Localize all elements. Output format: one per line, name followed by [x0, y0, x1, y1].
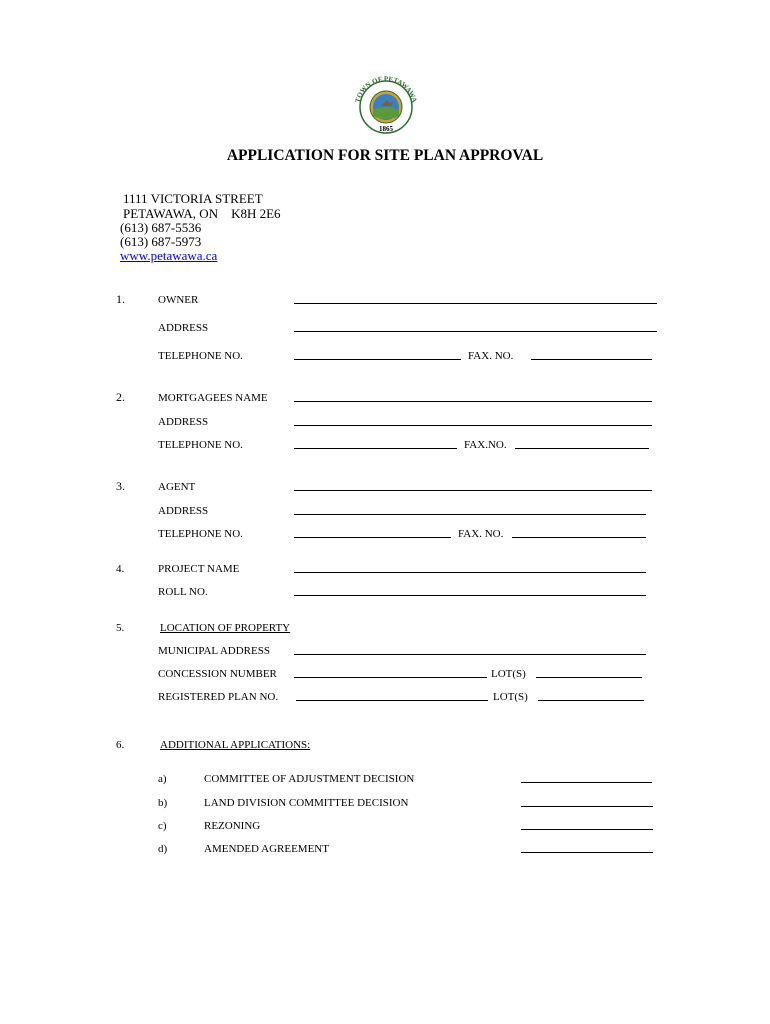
- registered-plan-label: REGISTERED PLAN NO.: [158, 691, 279, 703]
- mortgagee-fax-field[interactable]: [515, 448, 649, 449]
- roll-number-field[interactable]: [294, 595, 646, 596]
- owner-field[interactable]: [294, 303, 657, 304]
- agent-address-label: ADDRESS: [158, 505, 209, 517]
- owner-fax-field[interactable]: [531, 359, 652, 360]
- project-name-field[interactable]: [294, 572, 646, 573]
- mortgagee-address-field[interactable]: [294, 425, 652, 426]
- land-division-label: LAND DIVISION COMMITTEE DECISION: [204, 797, 409, 809]
- contact-street: 1111 VICTORIA STREET: [123, 191, 263, 206]
- agent-address-field[interactable]: [294, 514, 646, 515]
- mortgagee-address-label: ADDRESS: [158, 416, 209, 428]
- item-letter: d): [158, 843, 168, 855]
- amended-agreement-label: AMENDED AGREEMENT: [204, 843, 329, 855]
- owner-fax-label: FAX. NO.: [468, 350, 514, 362]
- agent-fax-field[interactable]: [512, 537, 646, 538]
- concession-number-label: CONCESSION NUMBER: [158, 668, 277, 680]
- contact-city: PETAWAWA, ON K8H 2E6: [123, 206, 281, 221]
- agent-telephone-field[interactable]: [294, 537, 451, 538]
- rezoning-field[interactable]: [521, 829, 653, 830]
- town-seal-logo: [345, 76, 427, 134]
- owner-telephone-label: TELEPHONE NO.: [158, 350, 243, 362]
- lots-label-1: LOT(S): [491, 668, 526, 680]
- agent-field[interactable]: [294, 490, 652, 491]
- section-4-number: 4.: [116, 563, 125, 575]
- committee-of-adjustment-label: COMMITTEE OF ADJUSTMENT DECISION: [204, 773, 415, 785]
- section-3-number: 3.: [116, 479, 125, 493]
- contact-phone-2: (613) 687-5973: [120, 234, 202, 249]
- website-link[interactable]: www.petawawa.ca: [120, 248, 218, 263]
- municipal-address-label: MUNICIPAL ADDRESS: [158, 645, 270, 657]
- agent-telephone-label: TELEPHONE NO.: [158, 528, 243, 540]
- section-6-number: 6.: [116, 739, 125, 751]
- lots-label-2: LOT(S): [493, 691, 528, 703]
- concession-number-field[interactable]: [294, 677, 487, 678]
- lots-field-1[interactable]: [536, 677, 642, 678]
- project-name-label: PROJECT NAME: [158, 563, 240, 575]
- logo-top-text: TOWN OF PETAWAWA: [353, 76, 419, 104]
- rezoning-label: REZONING: [204, 820, 261, 832]
- contact-phone-1: (613) 687-5536: [120, 220, 202, 235]
- mortgagee-name-field[interactable]: [294, 401, 652, 402]
- agent-label: AGENT: [158, 481, 196, 493]
- section-1-number: 1.: [116, 292, 125, 306]
- owner-label: OWNER: [158, 294, 199, 306]
- item-letter: a): [158, 773, 167, 785]
- owner-address-label: ADDRESS: [158, 322, 209, 334]
- registered-plan-field[interactable]: [296, 700, 488, 701]
- town-seal-icon: [345, 76, 427, 134]
- roll-number-label: ROLL NO.: [158, 586, 208, 598]
- mortgagee-telephone-label: TELEPHONE NO.: [158, 439, 243, 451]
- section-2-number: 2.: [116, 390, 125, 404]
- mortgagee-telephone-field[interactable]: [294, 448, 457, 449]
- agent-fax-label: FAX. NO.: [458, 528, 504, 540]
- amended-agreement-field[interactable]: [521, 852, 653, 853]
- item-letter: b): [158, 797, 168, 809]
- lots-field-2[interactable]: [538, 700, 644, 701]
- mortgagee-fax-label: FAX.NO.: [464, 439, 507, 451]
- owner-telephone-field[interactable]: [294, 359, 461, 360]
- location-heading: LOCATION OF PROPERTY: [160, 622, 291, 634]
- item-letter: c): [158, 820, 167, 832]
- page-title: APPLICATION FOR SITE PLAN APPROVAL: [226, 147, 544, 164]
- municipal-address-field[interactable]: [294, 654, 646, 655]
- mortgagee-name-label: MORTGAGEES NAME: [158, 392, 268, 404]
- committee-of-adjustment-field[interactable]: [521, 782, 652, 783]
- additional-applications-heading: ADDITIONAL APPLICATIONS:: [160, 739, 311, 751]
- logo-year: 1865: [379, 125, 393, 133]
- owner-address-field[interactable]: [294, 331, 657, 332]
- land-division-field[interactable]: [521, 806, 653, 807]
- section-5-number: 5.: [116, 622, 125, 634]
